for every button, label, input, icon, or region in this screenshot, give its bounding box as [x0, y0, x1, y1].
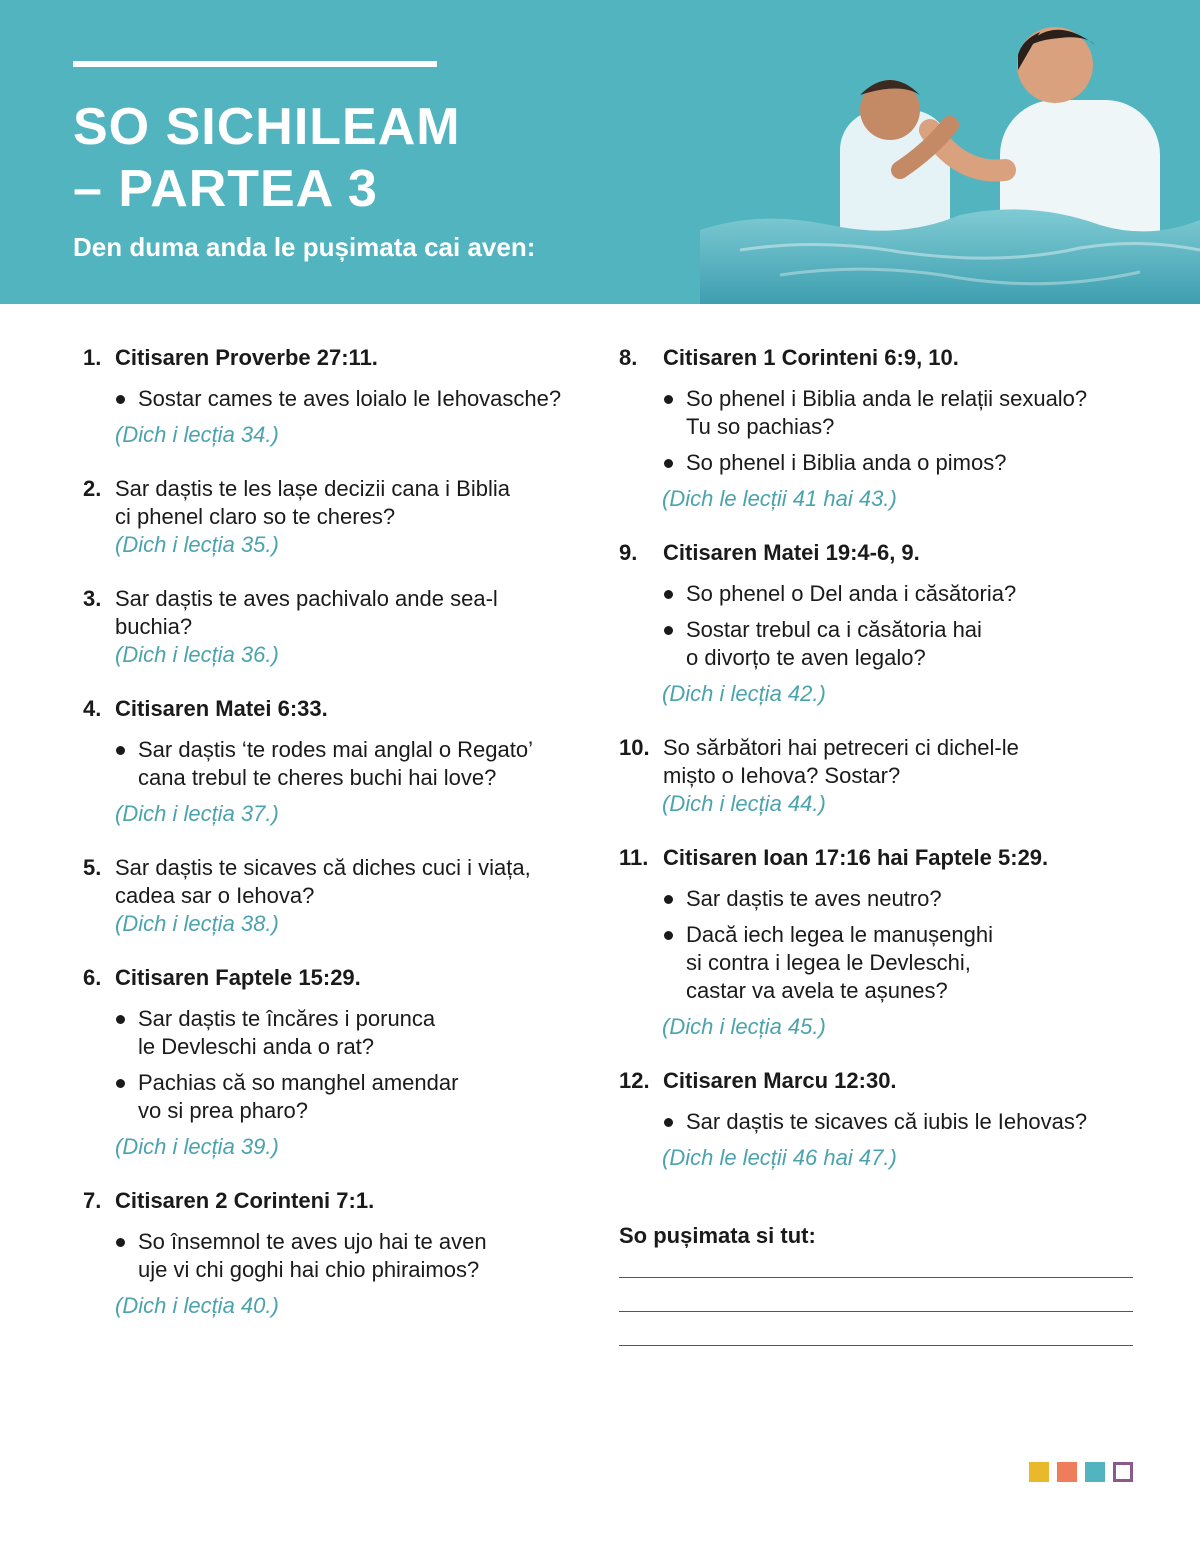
- answer-line[interactable]: [619, 1311, 1133, 1312]
- answer-section-label: So pușimata si tut:: [619, 1223, 816, 1248]
- question-number: 12.: [619, 1068, 650, 1093]
- question-text: Sar daștis te les lașe decizii cana i Biblia ci phenel claro so te cheres?: [115, 476, 510, 529]
- page-header: [0, 0, 1200, 304]
- answer-line[interactable]: [619, 1345, 1133, 1346]
- header-rule: [73, 61, 437, 67]
- question-7: [83, 1187, 593, 1320]
- question-bullets: [619, 1108, 1139, 1136]
- question-text: Citisaren Ioan 17:16 hai Faptele 5:29.: [663, 845, 1049, 870]
- question-number: 6.: [83, 965, 102, 990]
- page-title: [73, 96, 593, 220]
- bullet-item: So însemnol te aves ujo hai te aven uje vi chi goghi hai chio phiraimos?: [114, 1228, 593, 1284]
- question-text: Citisaren Marcu 12:30.: [663, 1068, 897, 1093]
- lesson-reference: (Dich i lecția 42.): [662, 681, 826, 706]
- title-line-1: SO SICHILEAM: [73, 98, 461, 156]
- questions-left-column: [83, 344, 593, 1346]
- question-number: 7.: [83, 1188, 102, 1213]
- bullet-item: Sar daștis te sicaves că iubis le Iehovas?: [662, 1108, 1139, 1136]
- lesson-reference: (Dich le lecții 46 hai 47.): [662, 1145, 897, 1170]
- lesson-reference: (Dich i lecția 34.): [115, 422, 279, 447]
- question-number: 9.: [619, 540, 638, 565]
- bullet-item: Sostar trebul ca i căsătoria hai o divorțo te aven legalo?: [662, 616, 1139, 672]
- question-bullets: [619, 885, 1139, 1005]
- bullet-item: So phenel i Biblia anda le relații sexualo? Tu so pachias?: [662, 385, 1139, 441]
- question-10: [619, 734, 1139, 818]
- bullet-item: Sostar cames te aves loialo le Iehovasche?: [114, 385, 593, 413]
- question-text: Sar daștis te sicaves că diches cuci i viața, cadea sar o Iehova?: [115, 855, 531, 908]
- questions-right-column: [619, 344, 1139, 1198]
- question-6: [83, 964, 593, 1161]
- title-line-2: – PARTEA 3: [73, 160, 378, 218]
- outlined-square: [1113, 1462, 1133, 1482]
- question-text: Citisaren Matei 6:33.: [115, 696, 328, 721]
- question-bullets: [619, 580, 1139, 672]
- question-bullets: [83, 736, 593, 792]
- question-4: [83, 695, 593, 828]
- teal-square: [1085, 1462, 1105, 1482]
- question-bullets: [619, 385, 1139, 477]
- question-number: 1.: [83, 345, 102, 370]
- question-number: 10.: [619, 735, 650, 760]
- bullet-item: Dacă iech legea le manușenghi si contra i legea le Devleschi, castar va avela te așunes?: [662, 921, 1139, 1005]
- lesson-reference: (Dich i lecția 45.): [662, 1014, 826, 1039]
- bullet-item: So phenel i Biblia anda o pimos?: [662, 449, 1139, 477]
- question-bullets: [83, 1228, 593, 1284]
- baptism-illustration: [700, 0, 1200, 304]
- question-number: 2.: [83, 476, 102, 501]
- question-text: Sar daștis te aves pachivalo ande sea-l buchia?: [115, 586, 498, 639]
- question-3: [83, 585, 593, 669]
- question-text: Citisaren 1 Corinteni 6:9, 10.: [663, 345, 959, 370]
- question-11: [619, 844, 1139, 1041]
- question-bullets: [83, 1005, 593, 1125]
- question-12: [619, 1067, 1139, 1172]
- bullet-item: Pachias că so manghel amendar vo si prea pharo?: [114, 1069, 593, 1125]
- question-text: Citisaren Faptele 15:29.: [115, 965, 361, 990]
- bullet-item: So phenel o Del anda i căsătoria?: [662, 580, 1139, 608]
- bullet-item: Sar daștis te aves neutro?: [662, 885, 1139, 913]
- question-number: 11.: [619, 845, 649, 870]
- question-number: 4.: [83, 696, 102, 721]
- question-5: [83, 854, 593, 938]
- orange-square: [1057, 1462, 1077, 1482]
- lesson-reference: (Dich i lecția 36.): [115, 642, 279, 667]
- lesson-reference: (Dich i lecția 37.): [115, 801, 279, 826]
- lesson-reference: (Dich i lecția 40.): [115, 1293, 279, 1318]
- question-text: Citisaren Proverbe 27:11.: [115, 345, 378, 370]
- lesson-reference: (Dich i lecția 39.): [115, 1134, 279, 1159]
- page-subtitle: Den duma anda le pușimata cai aven:: [73, 232, 536, 262]
- question-number: 3.: [83, 586, 102, 611]
- lesson-reference: (Dich i lecția 35.): [115, 532, 279, 557]
- bullet-item: Sar daștis te încăres i porunca le Devleschi anda o rat?: [114, 1005, 593, 1061]
- question-text: So sărbători hai petreceri ci dichel-le mișto o Iehova? Sostar?: [663, 735, 1019, 788]
- question-2: [83, 475, 593, 559]
- question-text: Citisaren Matei 19:4-6, 9.: [663, 540, 920, 565]
- lesson-reference: (Dich i lecția 38.): [115, 911, 279, 936]
- color-squares: [1029, 1462, 1133, 1482]
- question-8: [619, 344, 1139, 513]
- question-1: [83, 344, 593, 449]
- question-9: [619, 539, 1139, 708]
- question-number: 5.: [83, 855, 102, 880]
- lesson-reference: (Dich i lecția 44.): [662, 791, 826, 816]
- question-bullets: [83, 385, 593, 413]
- question-text: Citisaren 2 Corinteni 7:1.: [115, 1188, 375, 1213]
- question-number: 8.: [619, 345, 638, 370]
- yellow-square: [1029, 1462, 1049, 1482]
- lesson-reference: (Dich le lecții 41 hai 43.): [662, 486, 897, 511]
- answer-line[interactable]: [619, 1277, 1133, 1278]
- bullet-item: Sar daștis ‘te rodes mai anglal o Regato’ cana trebul te cheres buchi hai love?: [114, 736, 593, 792]
